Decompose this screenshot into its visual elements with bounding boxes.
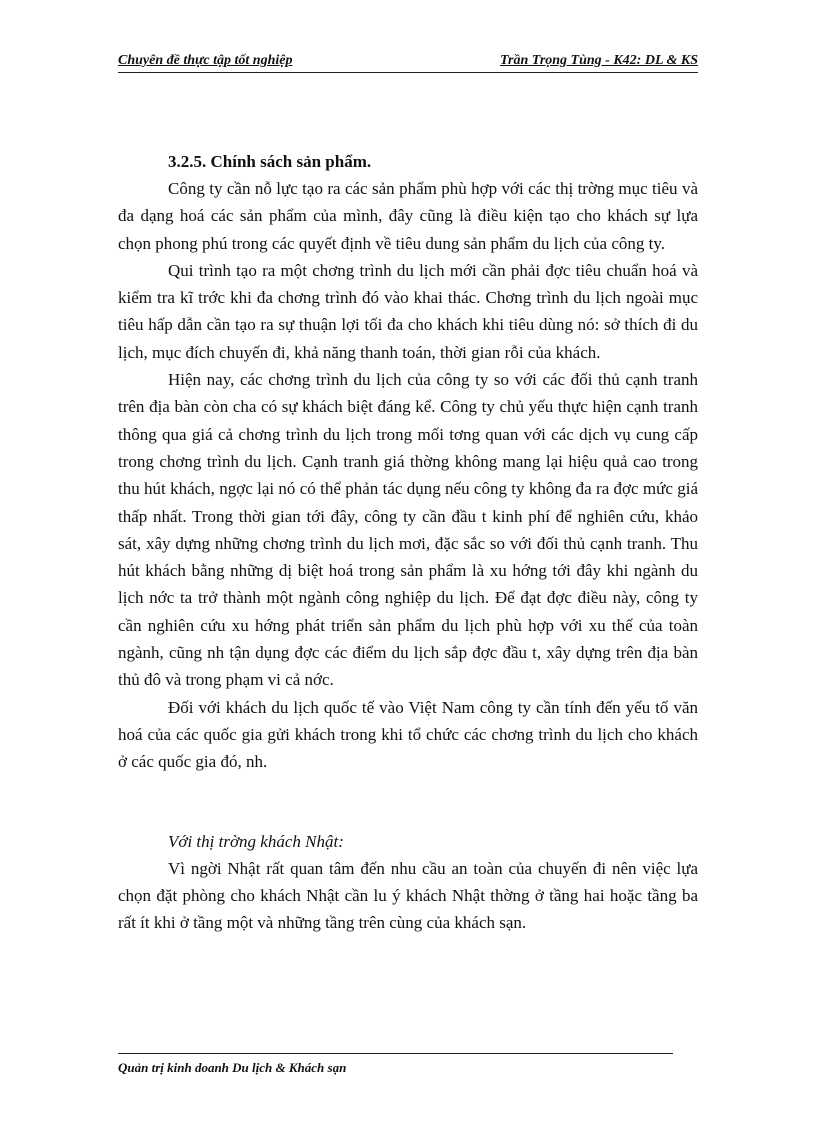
spacer (118, 776, 698, 828)
page-footer: Quản trị kinh doanh Du lịch & Khách sạn (118, 1060, 347, 1075)
header-left-title: Chuyên đề thực tập tốt nghiệp (118, 53, 293, 68)
document-body (118, 148, 698, 937)
footer-divider (118, 1053, 673, 1054)
page-header (118, 52, 698, 73)
paragraph-5: Vì ngời Nhật rất quan tâm đến nhu cầu an toàn của chuyến đi nên việc lựa chọn đặt phòng cho khách Nhật cần lu ý khách Nhật thờng ở tầng hai hoặc tầng ba rất ít khi ở tầng một và những tầng trên cùng của khách sạn. (118, 858, 698, 933)
subsection-heading: Với thị trờng khách Nhật: (168, 831, 344, 851)
section-heading: 3.2.5. Chính sách sản phẩm. (168, 152, 372, 171)
paragraph-4: Đối với khách du lịch quốc tế vào Việt Nam công ty cần tính đến yếu tố văn hoá của các quốc gia gửi khách trong khi tổ chức các chơng trình du lịch cho khách ở các quốc gia đó, nh. (118, 697, 698, 772)
header-right-author: Trần Trọng Tùng - K42: DL & KS (500, 53, 698, 68)
paragraph-1: Công ty cần nỗ lực tạo ra các sản phẩm phù hợp với các thị trờng mục tiêu và đa dạng hoá các sản phẩm của mình, đây cũng là điều kiện tạo cho khách sự lựa chọn phong phú trong các quyết định về tiêu dung sản phẩm du lịch của công ty. (118, 179, 698, 253)
paragraph-2: Qui trình tạo ra một chơng trình du lịch mới cần phải đợc tiêu chuẩn hoá và kiểm tra kĩ trớc khi đa chơng trình đó vào khai thác. Chơng trình du lịch ngoài mục tiêu hấp dẫn cần tạo ra sự thuận lợi tối đa cho khách khi tiêu dùng nó: sở thích đi du lịch, mục đích chuyến đi, khả năng thanh toán, thời gian rỗi của khách. (118, 260, 698, 362)
paragraph-3: Hiện nay, các chơng trình du lịch của công ty so với các đối thủ cạnh tranh trên địa bàn còn cha có sự khách biệt đáng kể. Công ty chủ yếu thực hiện cạnh tranh thông qua giá cả chơng trình du lịch trong mối tơng quan với các dịch vụ cung cấp trong chơng trình du lịch. Cạnh tranh giá thờng không mang lại hiệu quả cao trong thu hút khách, ngợc lại nó có thể phản tác dụng nếu công ty không đa ra đợc mức giá thấp nhất. Trong thời gian tới đây, công ty cần đầu t kinh phí để nghiên cứu, khảo sát, xây dựng những chơng trình du lịch mơi, đặc sắc so với đối thủ cạnh tranh. Thu hút khách bằng những dị biệt hoá trong sản phẩm là xu hớng tới đây khi ngành du lịch nớc ta trở thành một ngành công nghiệp du lịch. Để đạt đợc điều này, công ty cần nghiên cứu xu hớng phát triển sản phẩm du lịch phù hợp với xu thế của toàn ngành, cũng nh tận dụng đợc các điểm du lịch sắp đợc đầu t, xây dựng trên địa bàn thủ đô và trong phạm vi cả nớc. (118, 370, 698, 690)
